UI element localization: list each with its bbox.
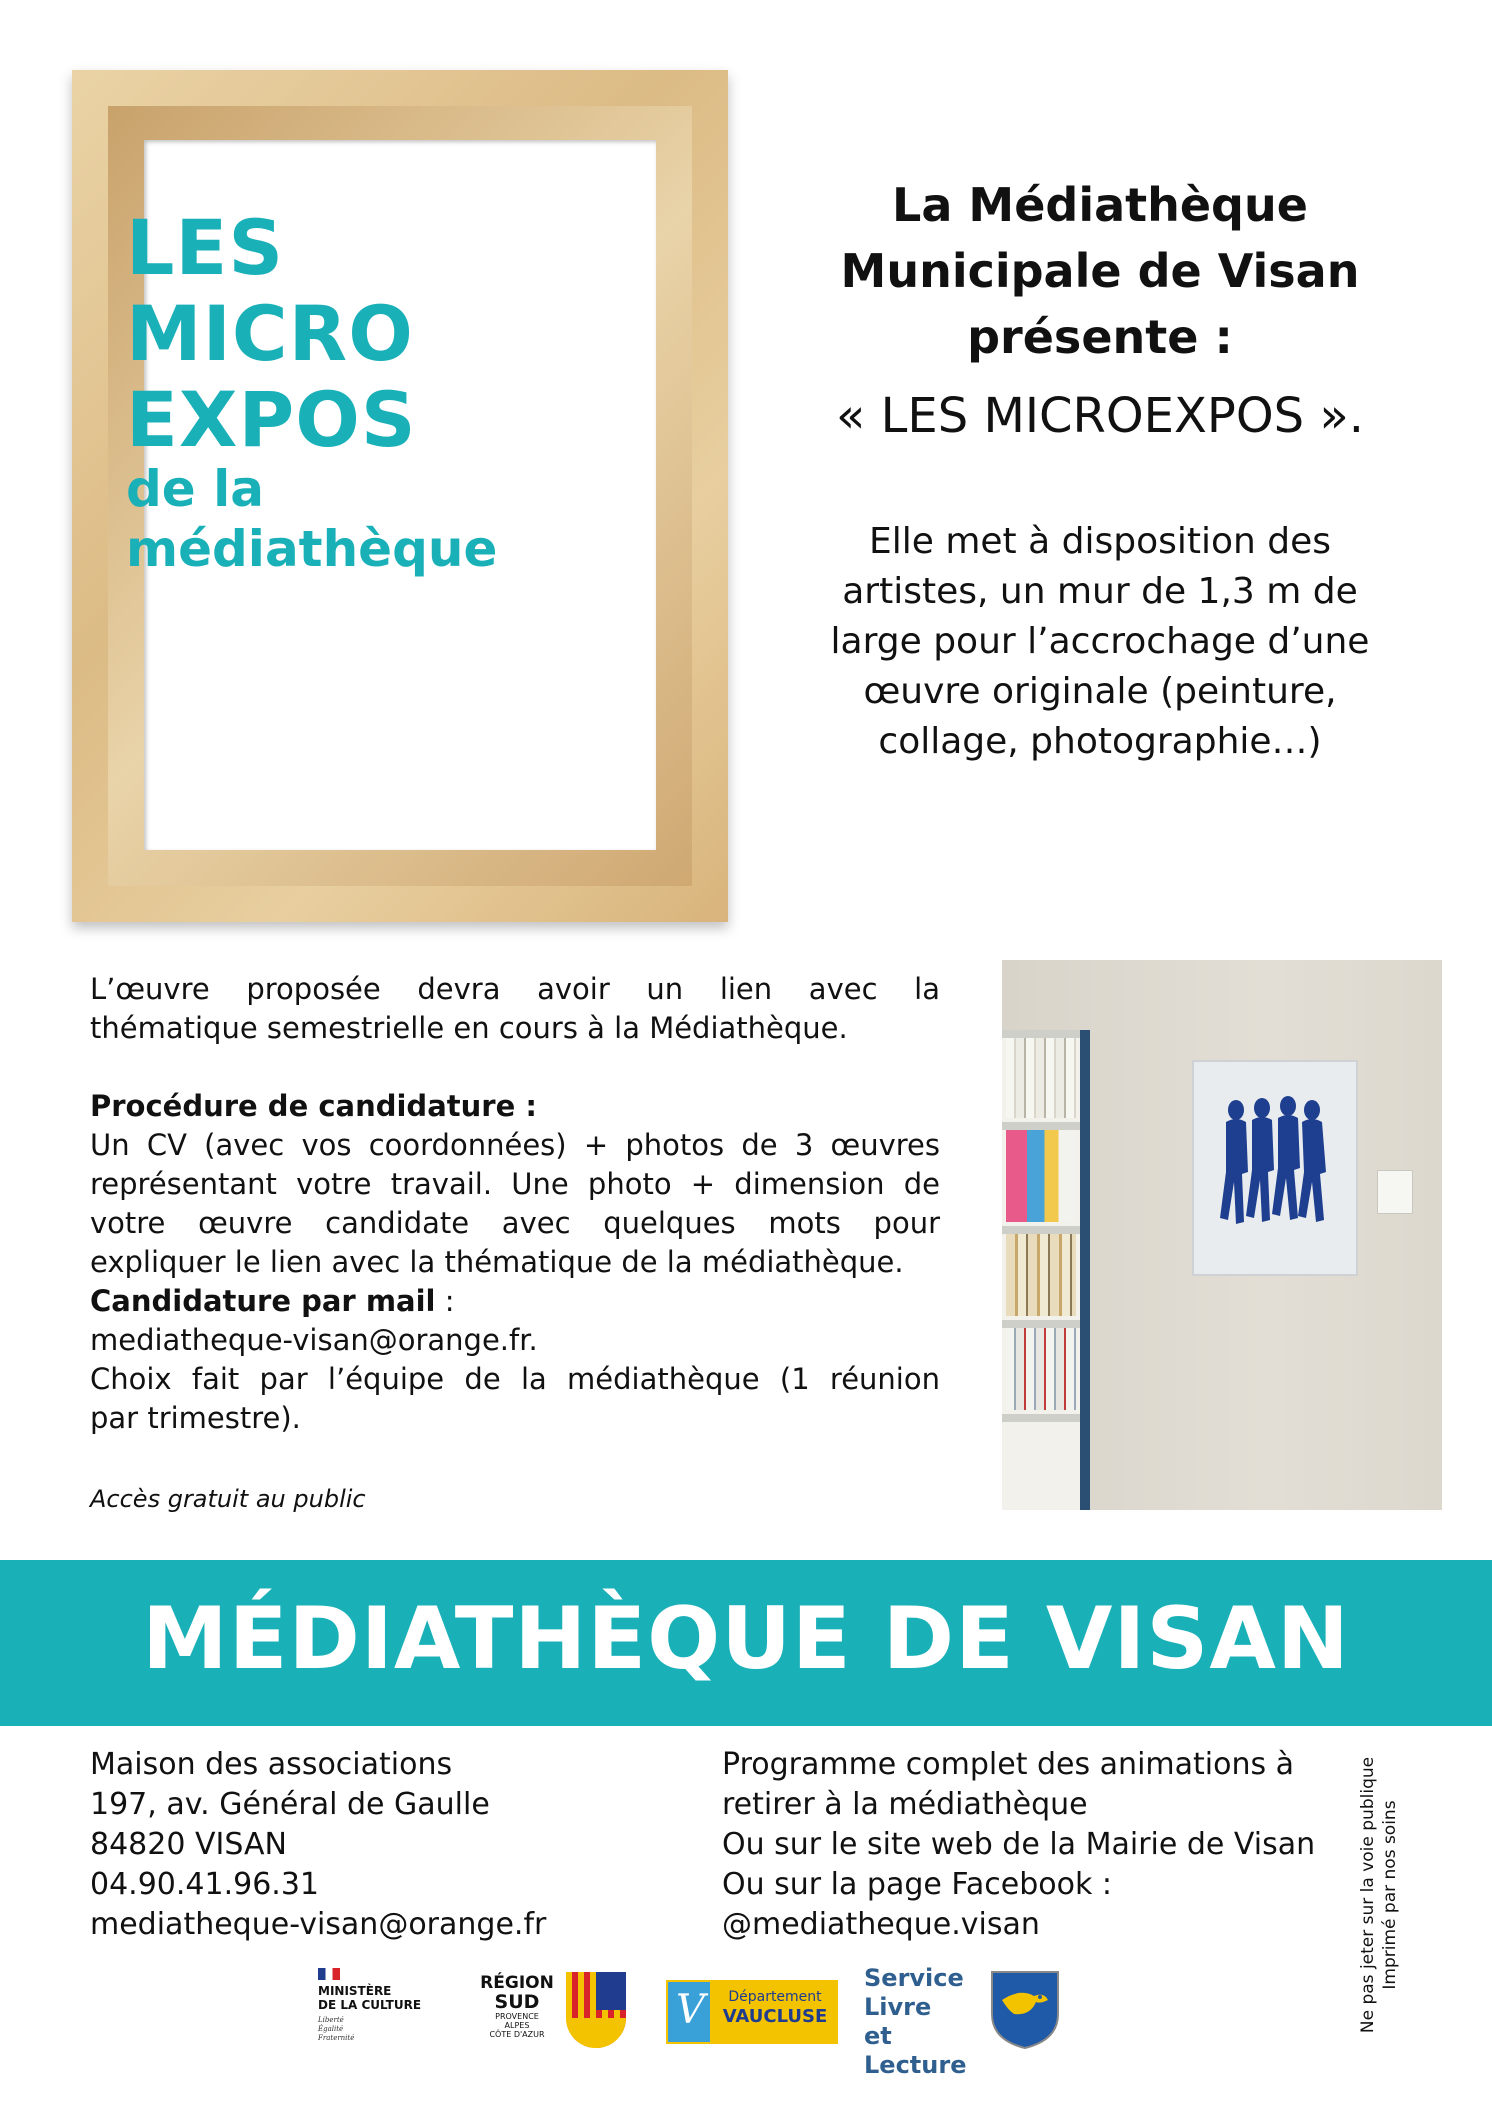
description-line-4: œuvre originale (peinture, [863, 671, 1337, 712]
mail-label-bold: Candidature par mail [90, 1284, 436, 1318]
program-info-block [722, 1745, 1332, 1945]
address-block [90, 1745, 670, 1945]
description-line-2: artistes, un mur de 1,3 m de [842, 571, 1358, 612]
selection-line-1: Choix fait par l’équipe de la médiathèque (1 réunion [90, 1362, 940, 1396]
exhibition-photo [1002, 960, 1442, 1510]
vaucluse-department-logo [666, 1980, 838, 2044]
address-line-3: 84820 VISAN [90, 1827, 287, 1862]
culture-motto-2: Égalité [318, 2025, 344, 2033]
books-row [1006, 1328, 1076, 1410]
intro-line-3: présente : [967, 310, 1233, 364]
culture-logo-line-2: DE LA CULTURE [318, 1998, 422, 2012]
region-sud-logo [474, 1968, 630, 2058]
vaucluse-logo-line-1: Département [728, 1989, 822, 2005]
address-line-1: Maison des associations [90, 1747, 453, 1782]
phone-number[interactable]: 04.90.41.96.31 [90, 1867, 320, 1902]
description-line-3: large pour l’accrochage d’une [830, 621, 1370, 662]
print-notice-text [1357, 1757, 1401, 2033]
culture-motto-1: Liberté [318, 2016, 344, 2024]
frame-title-micro: MICRO [126, 289, 414, 378]
description-line-5: collage, photographie…) [878, 721, 1322, 762]
application-email[interactable]: mediatheque-visan@orange.fr. [90, 1323, 538, 1357]
shelf-board [1002, 1320, 1080, 1328]
ministere-culture-logo [318, 1968, 438, 2054]
procedure-line-1: Un CV (avec vos coordonnées) + photos de 3 œuvres [90, 1128, 940, 1162]
shelf-board [1002, 1226, 1080, 1234]
procedure-line-2: représentant votre travail. Une photo + dimension de [90, 1167, 940, 1201]
region-logo-line-2: SUD [494, 1991, 540, 2013]
free-access-note: Accès gratuit au public [90, 1485, 366, 1513]
procedure-line-3: votre œuvre candidate avec quelques mots pour [90, 1206, 940, 1240]
culture-logo-line-1: MINISTÈRE [318, 1984, 392, 1998]
description-line-1: Elle met à disposition des [868, 521, 1332, 562]
theme-requirement-line-2: thématique semestrielle en cours à la Médiathèque. [90, 1011, 848, 1045]
print-notice [1344, 1740, 1414, 2050]
region-logo-sub-1: PROVENCE [495, 2012, 539, 2021]
french-flag-icon [318, 1968, 340, 1980]
vaucluse-v-icon: V [666, 1980, 712, 2044]
program-line-4: Ou sur la page Facebook : [722, 1867, 1112, 1902]
region-logo-sub-3: CÔTE D'AZUR [489, 2030, 545, 2039]
intro-event-name: « LES MICROEXPOS ». [836, 388, 1364, 444]
frame-title-expos: EXPOS [126, 375, 417, 464]
artwork-figures [1214, 1092, 1334, 1242]
frame-title-de-la: de la [126, 460, 264, 518]
program-line-1: Programme complet des animations à [722, 1747, 1295, 1782]
culture-motto-3: Fraternité [318, 2034, 355, 2042]
shelf-board [1002, 1414, 1080, 1422]
sll-logo-line-1: Service [864, 1964, 964, 1992]
print-notice-line-1: Ne pas jeter sur la voie publique [1358, 1756, 1378, 2034]
banner-title: MÉDIATHÈQUE DE VISAN [142, 1589, 1350, 1689]
shelf-board [1002, 1122, 1080, 1130]
sll-logo-line-3: Lecture [864, 2051, 967, 2079]
footer-banner [0, 1560, 1492, 1726]
frame-title-les: LES [126, 203, 285, 292]
intro-line-2: Municipale de Visan [840, 244, 1360, 298]
procedure-heading: Procédure de candidature : [90, 1089, 537, 1123]
vaucluse-logo-line-2: VAUCLUSE [722, 2006, 828, 2027]
artwork-canvas [1192, 1060, 1358, 1276]
contact-email[interactable]: mediatheque-visan@orange.fr [90, 1907, 547, 1942]
service-livre-lecture-logo [864, 1964, 967, 2079]
frame-title-mediatheque: médiathèque [126, 520, 498, 578]
region-coat-of-arms-icon [566, 1972, 626, 2048]
mail-application-label [90, 1282, 940, 1321]
bookshelf [1002, 1030, 1090, 1510]
sll-logo-line-2: Livre et [864, 1993, 932, 2050]
selection-line-2: par trimestre). [90, 1401, 301, 1435]
facebook-handle[interactable]: @mediatheque.visan [722, 1907, 1040, 1942]
address-line-2: 197, av. Général de Gaulle [90, 1787, 490, 1822]
intro-line-1: La Médiathèque [892, 178, 1308, 232]
books-row [1006, 1038, 1076, 1118]
region-logo-line-1: RÉGION [480, 1973, 554, 1993]
region-logo-sub-2: ALPES [504, 2021, 530, 2030]
shelf-board [1002, 1030, 1080, 1038]
print-notice-line-2: Imprimé par nos soins [1380, 1800, 1400, 1990]
program-line-2: retirer à la médiathèque [722, 1787, 1088, 1822]
visan-coat-of-arms-icon [990, 1970, 1060, 2050]
artwork-label-card [1377, 1170, 1413, 1214]
program-line-3: Ou sur le site web de la Mairie de Visan [722, 1827, 1316, 1862]
mail-label-colon: : [435, 1284, 455, 1318]
books-row [1006, 1130, 1076, 1222]
procedure-line-4: expliquer le lien avec la thématique de la médiathèque. [90, 1245, 904, 1279]
books-row [1006, 1234, 1076, 1316]
theme-requirement-line-1: L’œuvre proposée devra avoir un lien avec la [90, 972, 940, 1006]
